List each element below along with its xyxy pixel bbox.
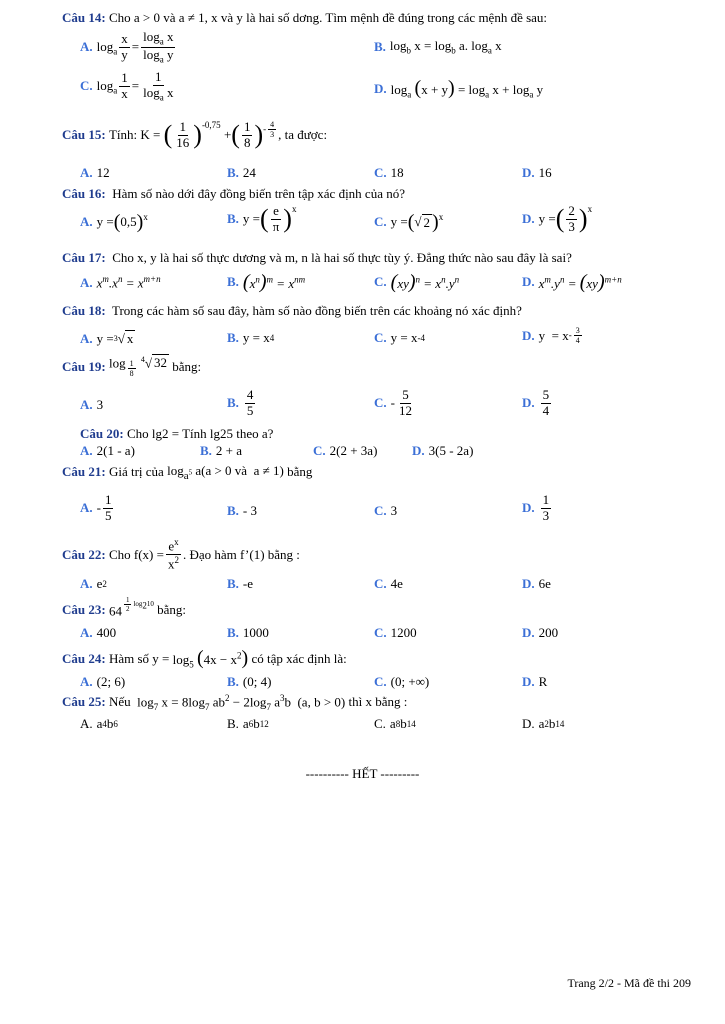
q25-option-b[interactable]: B. a 6 b 12 [227,716,269,731]
q18-option-a[interactable]: A. y = 3 √ x [80,330,134,346]
q17-option-b[interactable]: B. $(x^n)^m = x^{nm}$ [227,271,306,293]
q19-option-b[interactable]: B. $\frac{4}{5}$ [227,387,254,418]
option-letter: A. [80,39,93,55]
q18-option-d[interactable]: D. y = x - $\frac{3}{4}$ [522,326,580,346]
q25-stem: Câu 25: Nếu $\log_7 x = 8\log_7$ $ab^2 - 2\log_7$ $a^3b$ (a, b > 0) thì x bằng : [62,693,408,712]
q20-stem: Câu 20: Cho lg2 = Tính lg25 theo a? [80,426,274,441]
q15-pre: Tính: K = [108,127,161,143]
q23-option-a[interactable]: A. 400 [80,625,117,640]
q19-stem: Câu 19: log $_{\frac{1}{8}}$ $^4$√ 32 bằng: [62,355,202,379]
q20-option-c[interactable]: C. 2(2 + 3a) [313,443,378,458]
q16-option-d[interactable]: D. y = ( $\frac{2}{3}$ ) $^x$ [522,203,593,234]
q24-option-c[interactable]: C. (0; +∞) [374,674,430,689]
q17-option-c[interactable]: C. $(xy)^n = x^n.y^n$ [374,271,460,293]
q25-option-c[interactable]: C. a 8 b 14 [374,716,416,731]
option-letter: D. [374,80,387,96]
end-marker: ---------- HẾT --------- [305,766,420,781]
q23-option-b[interactable]: B. 1000 [227,625,269,640]
q15-post: , ta được: [278,127,328,143]
q14-option-d[interactable]: D. $\log_a (x + y) = \log_a x + \log_a y$ [374,77,544,100]
q15-option-c[interactable]: C. 18 [374,165,404,180]
page-footer: Trang 2/2 - Mã đề thi 209 [567,976,691,990]
q19-option-d[interactable]: D. $\frac{5}{4}$ [522,387,550,418]
q24-option-a[interactable]: A. (2; 6) [80,674,126,689]
q14-text: Cho a > 0 và a ≠ 1, x và y là hai số dơng. Tìm mệnh đề đúng trong các mệnh đề sau: [108,10,548,25]
q15-option-b[interactable]: B. 24 [227,165,256,180]
q18-option-c[interactable]: C. y = x -4 [374,330,425,345]
q17-option-d[interactable]: D. $x^m.y^n = (xy)^{m+n}$ [522,271,622,293]
q17-stem: Câu 17: Cho x, y là hai số thực dương và m, n là hai số thực tùy ý. Đẳng thức nào sau đây là sai? [62,250,572,265]
q16-option-b[interactable]: B. y = ( $\frac{e}{\pi}$ ) $^x$ [227,203,297,234]
q14-option-a[interactable]: A. $\log_a$ $\frac{x}{y}$ = $\frac{\log_a x}{\log_a y}$ [80,29,174,65]
option-letter: B. [374,38,386,54]
q23-option-d[interactable]: D. 200 [522,625,559,640]
q15-stem: Câu 15: Tính: K = ( $\frac{1}{16}$ ) $^{-0,75}$ + ( $\frac{1}{8}$ ) $^{- \frac{4}{3}}$ , ta được: [62,119,328,150]
q25-option-d[interactable]: D. a 2 b 14 [522,716,565,731]
q22-stem: Câu 22: Cho f(x) = $\frac{e^x}{x^2}$ . Đạo hàm f’(1) bằng : [62,537,300,572]
q25-option-a[interactable]: A. a 4 b 6 [80,716,118,731]
q22-option-a[interactable]: A. e 2 [80,576,107,591]
q18-option-b[interactable]: B. y = x 4 [227,330,275,345]
q20-option-a[interactable]: A. 2(1 - a) [80,443,135,458]
q14-option-c[interactable]: C. $\log_a$ $\frac{1}{x}$ = $\frac{1}{\log_a x}$ [80,69,174,103]
q21-stem: Câu 21: Giá trị của $\log_{a^5} a(a > 0$ và a ≠ 1) bằng [62,463,313,482]
q17-option-a[interactable]: A. $x^m.x^n = x^{m+n}$ [80,274,161,291]
q19-option-c[interactable]: C. - $\frac{5}{12}$ [374,387,412,418]
q22-option-b[interactable]: B. -e [227,576,254,591]
q24-stem: Câu 24: Hàm số y = $\log_5 (4x - x^2)$ có tập xác định là: [62,647,347,670]
q16-stem: Câu 16: Hàm số nào dới đây đồng biến trên tập xác định của nó? [62,186,405,201]
q22-option-d[interactable]: D. 6e [522,576,551,591]
q24-option-b[interactable]: B. (0; 4) [227,674,272,689]
q15-option-a[interactable]: A. 12 [80,165,110,180]
q16-option-a[interactable]: A. y = ( 0,5 ) $^x$ [80,211,148,233]
q16-option-c[interactable]: C. y = ( √ 2 ) $^x$ [374,211,444,233]
option-letter: C. [80,78,93,94]
q20-option-b[interactable]: B. 2 + a [200,443,243,458]
q22-option-c[interactable]: C. 4e [374,576,403,591]
q24-option-d[interactable]: D. R [522,674,548,689]
q18-stem: Câu 18: Trong các hàm số sau đây, hàm số nào đồng biến trên các khoảng nó xác định? [62,303,522,318]
q23-option-c[interactable]: C. 1200 [374,625,417,640]
q20-option-d[interactable]: D. 3(5 - 2a) [412,443,474,458]
q19-option-a[interactable]: A. 3 [80,397,104,412]
q23-stem: Câu 23: 64 $^{\frac{1}{2} log_210}$ bằng: [62,596,187,619]
q21-option-c[interactable]: C. 3 [374,503,398,518]
q15-label: Câu 15: [62,127,106,143]
q21-option-a[interactable]: A. - $\frac{1}{5}$ [80,492,112,523]
q14-option-b[interactable]: B. $\log_b x = \log_b a$. $\log_a x$ [374,38,502,56]
q14-label: Câu 14: [62,10,106,25]
q15-option-d[interactable]: D. 16 [522,165,552,180]
q21-option-b[interactable]: B. - 3 [227,503,258,518]
q21-option-d[interactable]: D. $\frac{1}{3}$ [522,492,550,523]
q14-stem [62,10,547,26]
